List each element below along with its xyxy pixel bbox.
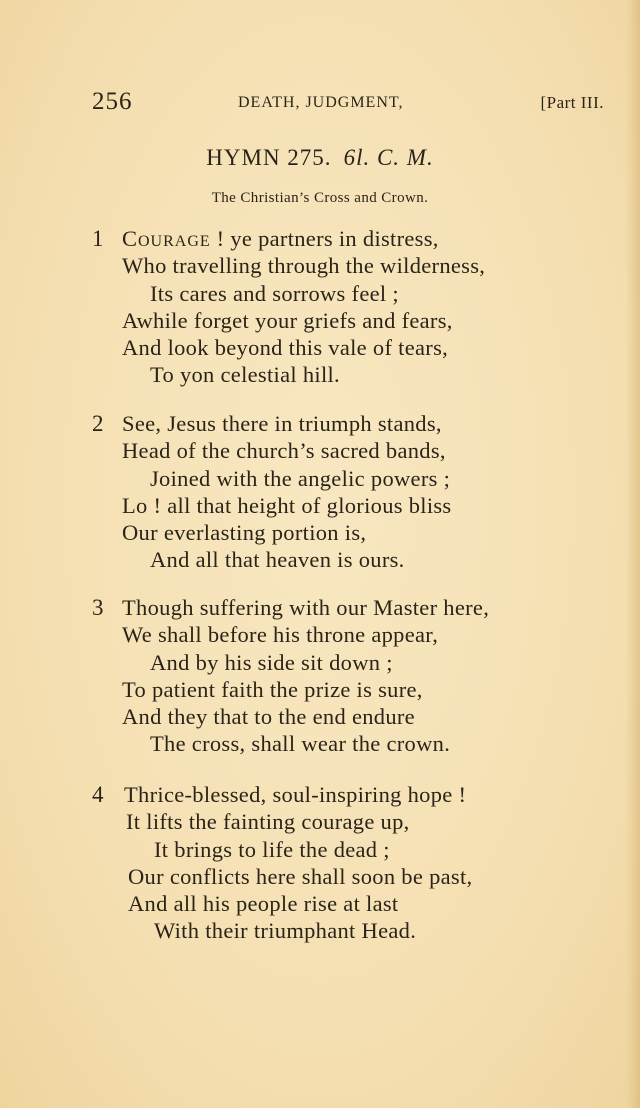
hymn-meter: 6l. C. M. bbox=[343, 145, 434, 170]
first-word: Courage bbox=[122, 226, 211, 251]
stanza-line: See, Jesus there in triumph stands, bbox=[122, 411, 442, 436]
stanza-line: And all that heaven is ours. bbox=[150, 547, 405, 572]
stanza-number: 3 bbox=[92, 595, 104, 620]
stanza-line: And look beyond this vale of tears, bbox=[122, 335, 449, 360]
stanza-line: Lo ! all that height of glorious bliss bbox=[122, 493, 452, 518]
stanza-line: Our everlasting portion is, bbox=[122, 520, 367, 545]
stanza-line: Thrice-blessed, soul-inspiring hope ! bbox=[124, 782, 467, 807]
stanza-line: Its cares and sorrows feel ; bbox=[150, 281, 399, 306]
stanza-line: And they that to the end endure bbox=[122, 704, 415, 729]
part-label: [Part III. bbox=[540, 93, 604, 112]
hymn-title bbox=[0, 145, 640, 171]
stanza-line: It brings to life the dead ; bbox=[154, 837, 390, 862]
stanza-number: 4 bbox=[92, 782, 104, 807]
stanza-line: It lifts the fainting courage up, bbox=[126, 809, 410, 834]
stanza-line: Joined with the angelic powers ; bbox=[150, 466, 451, 491]
stanza-line: Our conflicts here shall soon be past, bbox=[128, 864, 473, 889]
running-title: DEATH, JUDGMENT, bbox=[238, 94, 404, 111]
stanza-line: And all his people rise at last bbox=[128, 891, 399, 916]
stanza-line: Though suffering with our Master here, bbox=[122, 595, 490, 620]
stanza-line: We shall before his throne appear, bbox=[122, 622, 439, 647]
stanza-number: 2 bbox=[92, 411, 104, 436]
stanza-line: The cross, shall wear the crown. bbox=[150, 731, 451, 756]
stanza-line bbox=[122, 226, 439, 252]
hymn-subtitle: The Christian’s Cross and Crown. bbox=[211, 190, 429, 206]
stanza-line: With their triumphant Head. bbox=[154, 918, 417, 943]
running-header bbox=[92, 88, 604, 118]
stanza-line: To patient faith the prize is sure, bbox=[122, 677, 423, 702]
stanza-line: To yon celestial hill. bbox=[150, 362, 340, 387]
stanza-line: Head of the church’s sacred bands, bbox=[122, 438, 446, 463]
stanza-line: Who travelling through the wilderness, bbox=[122, 253, 486, 278]
first-line-rest: ! ye partners in distress, bbox=[210, 226, 439, 251]
stanza-line: And by his side sit down ; bbox=[150, 650, 393, 675]
hymn-number: HYMN 275. bbox=[206, 145, 332, 170]
stanza-line: Awhile forget your griefs and fears, bbox=[122, 308, 453, 333]
page-number: 256 bbox=[92, 88, 133, 115]
stanza-number: 1 bbox=[92, 226, 104, 251]
